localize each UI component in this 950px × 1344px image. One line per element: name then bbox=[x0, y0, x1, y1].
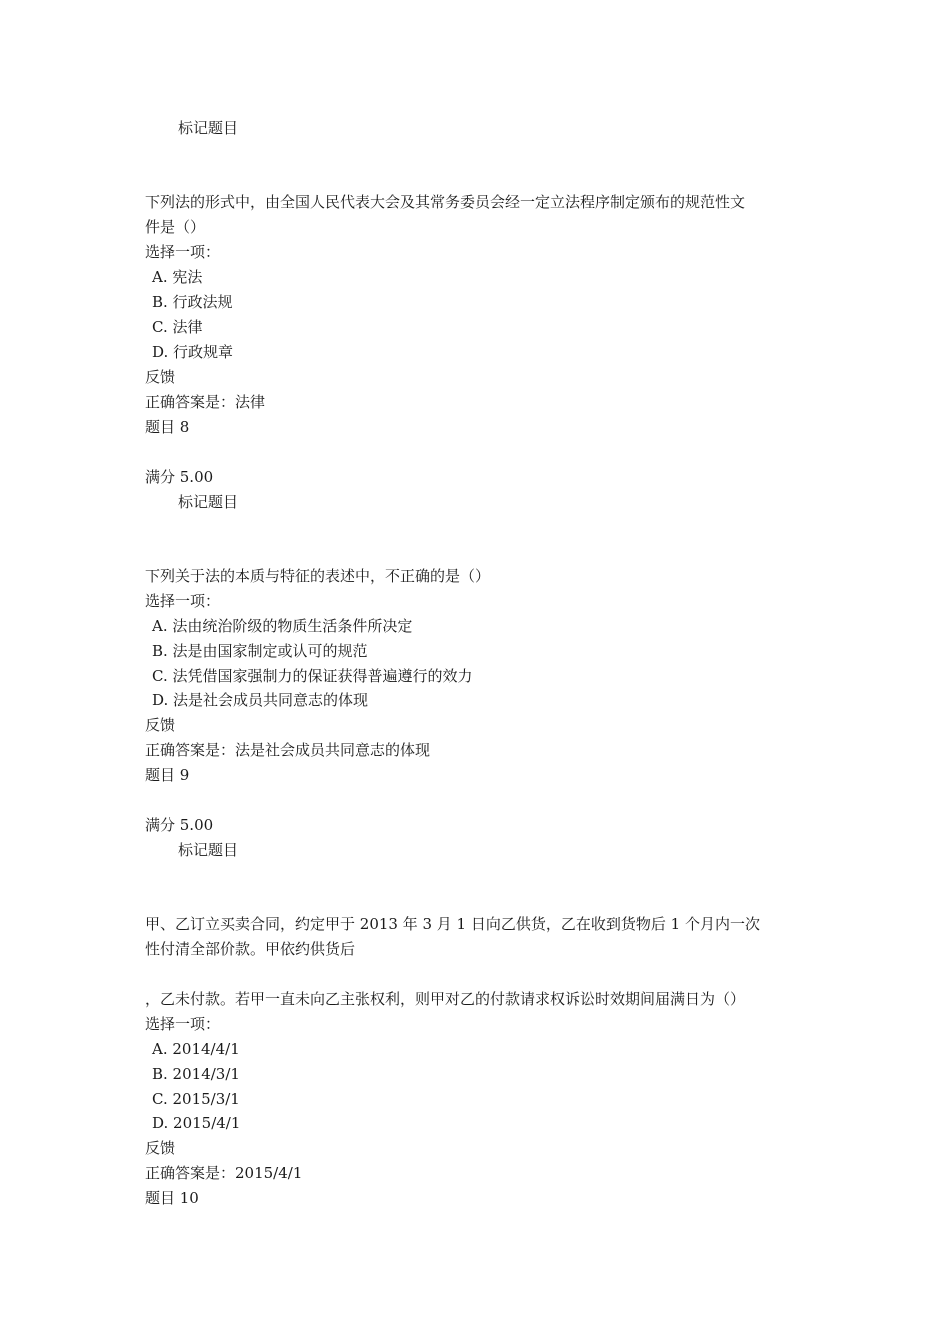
answer-option[interactable]: A. 宪法 bbox=[152, 268, 203, 286]
question-score: 满分 5.00 bbox=[145, 816, 214, 834]
question-number: 题目 8 bbox=[145, 418, 190, 436]
feedback-heading: 反馈 bbox=[145, 716, 176, 734]
question-text: 下列关于法的本质与特征的表述中，不正确的是（） bbox=[145, 567, 491, 585]
answer-option[interactable]: B. 法是由国家制定或认可的规范 bbox=[152, 642, 368, 660]
answer-option[interactable]: B. 2014/3/1 bbox=[152, 1065, 240, 1083]
answer-option[interactable]: B. 行政法规 bbox=[152, 293, 233, 311]
question-text: ，乙未付款。若甲一直未向乙主张权利，则甲对乙的付款请求权诉讼时效期间届满日为（） bbox=[145, 990, 746, 1008]
answer-option[interactable]: D. 法是社会成员共同意志的体现 bbox=[152, 691, 369, 709]
answer-option[interactable]: D. 2015/4/1 bbox=[152, 1114, 241, 1132]
question-text: 下列法的形式中，由全国人民代表大会及其常务委员会经一定立法程序制定颁布的规范性文 bbox=[145, 193, 746, 211]
choose-one-label: 选择一项： bbox=[145, 592, 221, 610]
feedback-heading: 反馈 bbox=[145, 368, 176, 386]
correct-answer: 正确答案是：2015/4/1 bbox=[145, 1164, 303, 1182]
answer-option[interactable]: C. 2015/3/1 bbox=[152, 1090, 240, 1108]
answer-option[interactable]: C. 法律 bbox=[152, 318, 203, 336]
correct-answer: 正确答案是：法是社会成员共同意志的体现 bbox=[145, 741, 431, 759]
answer-option[interactable]: A. 2014/4/1 bbox=[152, 1040, 240, 1058]
answer-option[interactable]: A. 法由统治阶级的物质生活条件所决定 bbox=[152, 617, 413, 635]
flag-question-link[interactable]: 标记题目 bbox=[178, 119, 239, 137]
flag-question-link[interactable]: 标记题目 bbox=[178, 493, 239, 511]
answer-option[interactable]: D. 行政规章 bbox=[152, 343, 234, 361]
answer-option[interactable]: C. 法凭借国家强制力的保证获得普遍遵行的效力 bbox=[152, 667, 473, 685]
question-text: 性付清全部价款。甲依约供货后 bbox=[145, 940, 356, 958]
choose-one-label: 选择一项： bbox=[145, 1015, 221, 1033]
feedback-heading: 反馈 bbox=[145, 1139, 176, 1157]
correct-answer: 正确答案是：法律 bbox=[145, 393, 266, 411]
question-score: 满分 5.00 bbox=[145, 468, 214, 486]
question-text: 件是（） bbox=[145, 218, 206, 236]
question-number: 题目 10 bbox=[145, 1189, 199, 1207]
question-text: 甲、乙订立买卖合同，约定甲于 2013 年 3 月 1 日向乙供货，乙在收到货物后 1 个月内一次 bbox=[145, 915, 760, 933]
choose-one-label: 选择一项： bbox=[145, 243, 221, 261]
question-number: 题目 9 bbox=[145, 766, 190, 784]
flag-question-link[interactable]: 标记题目 bbox=[178, 841, 239, 859]
